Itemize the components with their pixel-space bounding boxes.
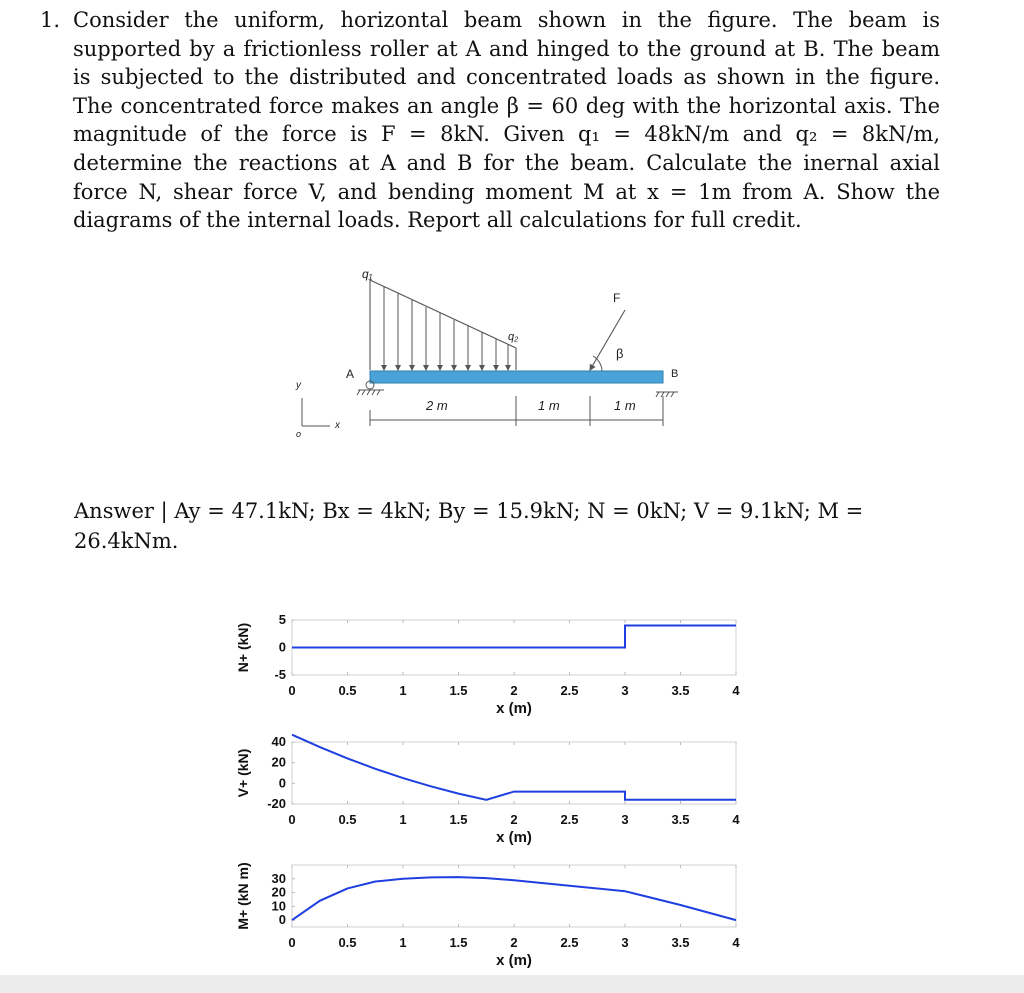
- load-arrows: [384, 287, 508, 370]
- x-tick-label: 3: [621, 935, 629, 950]
- x-tick-label: 4: [732, 812, 740, 827]
- y-tick-label: 10: [271, 898, 286, 914]
- beta-label: β: [616, 346, 624, 361]
- x-tick-label: 0.5: [338, 683, 357, 698]
- plot-frame: [292, 865, 736, 927]
- y-tick-label: 30: [271, 870, 286, 886]
- y-axis-label: M+ (kN m): [235, 862, 251, 930]
- x-tick-label: 3: [621, 683, 629, 698]
- x-tick-label: 2: [510, 683, 518, 698]
- x-tick-label: 2: [510, 812, 518, 827]
- bottom-strip: [0, 975, 1024, 993]
- x-tick-label: 2.5: [560, 812, 579, 827]
- hinge-support-b: [656, 392, 678, 397]
- x-tick-label: 3.5: [671, 935, 690, 950]
- beam-figure: [280, 260, 700, 440]
- force-f-label: F: [613, 291, 621, 305]
- distributed-load: [370, 280, 516, 370]
- answer-text: Answer | Ay = 47.1kN; Bx = 4kN; By = 15.9kN; N = 0kN; V = 9.1kN; M = 26.4kNm.: [74, 499, 864, 553]
- problem-statement: [40, 6, 940, 235]
- y-tick-label: -5: [274, 667, 286, 682]
- axis-y-label: y: [296, 380, 301, 391]
- problem-text: Consider the uniform, horizontal beam shown in the figure. The beam is supported by a frictionless roller at A and hinged to the ground at B. The beam is subjected to the distributed and concentrated loads as shown in the figure. The concentrated force makes an angle β = 60 deg with the horizontal axis. The magnitude of the force is F = 8kN. Given q₁ = 48kN/m and q₂ = 8kN/m, determine the reactions at A and B for the beam. Calculate the inernal axial force N, shear force V, and bending moment M at x = 1m from A. Show the diagrams of the internal loads. Report all calculations for full credit.: [73, 8, 940, 233]
- label-b: B: [671, 368, 679, 380]
- x-tick-label: 1: [399, 683, 407, 698]
- label-a: A: [346, 367, 355, 381]
- dim-2m: 2 m: [426, 398, 448, 413]
- y-tick-label: 0: [278, 912, 286, 928]
- x-tick-label: 3.5: [671, 683, 690, 698]
- x-tick-label: 3.5: [671, 812, 690, 827]
- y-tick-label: 20: [271, 884, 286, 900]
- y-axis-label: N+ (kN): [235, 622, 251, 673]
- q1-label: q₁: [362, 267, 373, 281]
- y-tick-label: 0: [278, 775, 286, 791]
- x-tick-label: 2.5: [560, 935, 579, 950]
- internal-load-diagrams: [230, 590, 790, 985]
- x-tick-label: 0: [288, 935, 296, 950]
- series-line: [292, 626, 736, 648]
- x-tick-label: 1.5: [449, 935, 468, 950]
- y-tick-label: -20: [267, 796, 286, 811]
- x-tick-label: 1.5: [449, 812, 468, 827]
- dim-1m-b: 1 m: [614, 398, 636, 413]
- x-tick-label: 3: [621, 812, 629, 827]
- q2-label: q₂: [508, 331, 519, 343]
- x-axis-label: x (m): [496, 700, 532, 717]
- y-tick-label: 5: [278, 612, 286, 627]
- x-tick-label: 1.5: [449, 683, 468, 698]
- dim-1m-a: 1 m: [538, 398, 560, 413]
- x-tick-label: 1: [399, 935, 407, 950]
- plot-frame: [292, 742, 736, 804]
- x-tick-label: 2: [510, 935, 518, 950]
- y-tick-label: 20: [271, 754, 286, 770]
- x-tick-label: 0.5: [338, 935, 357, 950]
- x-axis-label: x (m): [496, 952, 532, 969]
- series-line: [292, 877, 736, 920]
- y-axis-label: V+ (kN): [235, 748, 251, 798]
- axes-icon: [302, 398, 330, 426]
- y-tick-label: 0: [278, 639, 286, 655]
- x-tick-label: 2.5: [560, 683, 579, 698]
- answer: [74, 496, 938, 556]
- force-f-arrow: [590, 310, 625, 370]
- x-tick-label: 1: [399, 812, 407, 827]
- axis-x-label: x: [335, 420, 340, 431]
- y-tick-label: 40: [271, 734, 286, 749]
- x-tick-label: 0: [288, 683, 296, 698]
- beam: [370, 371, 663, 383]
- x-tick-label: 4: [732, 935, 740, 950]
- problem-number: 1.: [40, 8, 61, 32]
- origin-label: o: [296, 429, 302, 439]
- x-tick-label: 0: [288, 812, 296, 827]
- x-tick-label: 0.5: [338, 812, 357, 827]
- x-tick-label: 4: [732, 683, 740, 698]
- x-axis-label: x (m): [496, 829, 532, 846]
